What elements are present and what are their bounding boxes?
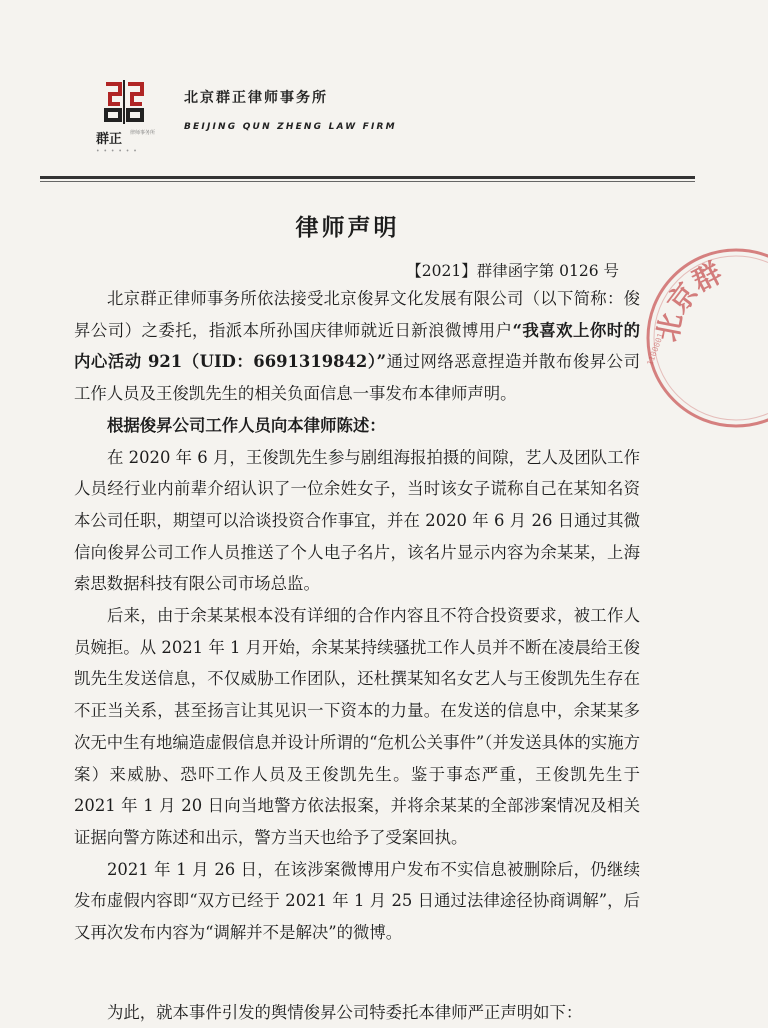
intro-paragraph: 北京群正律师事务所依法接受北京俊昇文化发展有限公司（以下简称：俊昇公司）之委托，指派本所孙国庆律师就近日新浪微博用户“我喜欢上你时的内心活动 921（UID：6691319842）”通过网络恶意捏造并散布俊昇公司工作人员及王俊凯先生的相关负面信息一事发布本律师声明。	[74, 289, 641, 404]
letterhead-divider	[40, 176, 695, 179]
logo-text: 群正	[96, 132, 123, 147]
document-body	[74, 283, 640, 1028]
firm-name-cn: 北京群正律师事务所	[184, 90, 328, 106]
firm-logo	[96, 80, 158, 158]
letterhead-divider-thin	[40, 181, 695, 182]
logo-dots: • • • • • •	[96, 148, 138, 155]
firm-logo-icon	[102, 80, 146, 124]
seal-text: 北京群	[650, 256, 728, 345]
svg-text:1100001: 1100001	[645, 331, 666, 367]
section-heading: 根据俊昇公司工作人员向本律师陈述：	[107, 415, 386, 435]
body-paragraph: 2021 年 1 月 26 日，在该涉案微博用户发布不实信息被删除后，仍继续发布虚假内容即“双方已经于 2021 年 1 月 25 日通过法律途径协商调解”，后又再次发布内容为“调解并不是解决”的微博。	[74, 859, 640, 943]
body-paragraph: 在 2020 年 6 月，王俊凯先生参与剧组海报拍摄的间隙，艺人及团队工作人员经行业内前辈介绍认识了一位余姓女子，当时该女子谎称自己在某知名资本公司任职，期望可以洽谈投资合作事宜，并在 2020 年 6 月 26 日通过其微信向俊昇公司工作人员推送了个人电子名片，该名片显示内容为余某某，上海索思数据科技有限公司市场总监。	[74, 447, 640, 594]
firm-name-en: BEIJING QUN ZHENG LAW FIRM	[184, 122, 397, 132]
weibo-user-name: “我喜欢上你时的内心活动 921（UID：6691319842）”	[74, 320, 641, 372]
body-paragraph: 后来，由于余某某根本没有详细的合作内容且不符合投资要求，被工作人员婉拒。从 2021 年 1 月开始，余某某持续骚扰工作人员并不断在凌晨给王俊凯先生发送信息，不仅威胁工作团队，还杜撰某知名女艺人与王俊凯先生存在不正当关系，甚至扬言让其见识一下资本的力量。在发送的信息中，余某某多次无中生有地编造虚假信息并设计所谓的“危机公关事件”（并发送具体的实施方案）来威胁、恐吓工作人员及王俊凯先生。鉴于事态严重，王俊凯先生于 2021 年 1 月 20 日向当地警方依法报案，并将余某某的全部涉案情况及相关证据向警方陈述和出示，警方当天也给予了受案回执。	[74, 606, 640, 847]
document-title: 律师声明	[295, 214, 400, 241]
logo-subtext: 律师事务所	[130, 130, 156, 136]
reference-number: 【2021】群律函字第 0126 号	[406, 262, 619, 280]
closing-paragraph: 为此，就本事件引发的舆情俊昇公司特委托本律师严正声明如下：	[107, 1002, 583, 1022]
official-seal	[638, 238, 768, 428]
svg-text:北京群	[651, 256, 727, 344]
